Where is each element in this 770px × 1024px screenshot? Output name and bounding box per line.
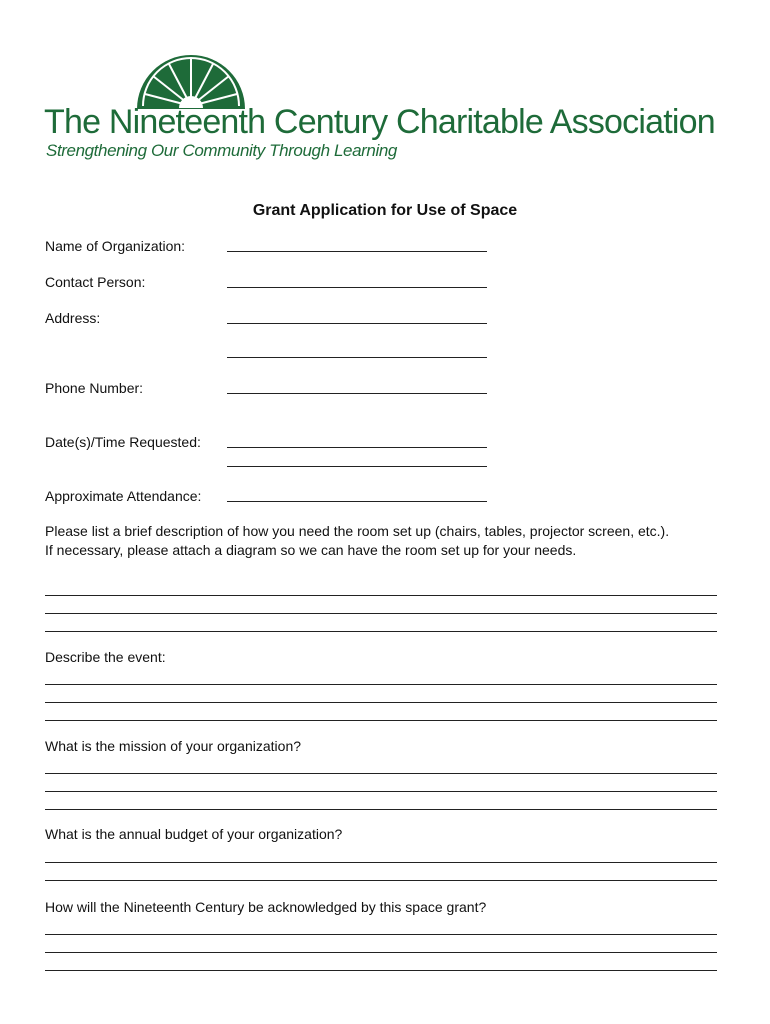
dates-label: Date(s)/Time Requested: (45, 434, 201, 450)
mission-line[interactable] (45, 791, 717, 792)
mission-line[interactable] (45, 773, 717, 774)
event-line[interactable] (45, 720, 717, 721)
acknowledgement-label: How will the Nineteenth Century be acknowledged by this space grant? (45, 899, 487, 915)
event-label: Describe the event: (45, 649, 166, 665)
phone-field[interactable] (227, 393, 487, 394)
attendance-field[interactable] (227, 501, 487, 502)
arch-logo-icon (135, 54, 247, 110)
budget-line[interactable] (45, 880, 717, 881)
acknowledgement-line[interactable] (45, 934, 717, 935)
setup-line[interactable] (45, 613, 717, 614)
attendance-label: Approximate Attendance: (45, 488, 202, 504)
mission-label: What is the mission of your organization? (45, 738, 302, 754)
dates-field-2[interactable] (227, 466, 487, 467)
address-label: Address: (45, 310, 101, 326)
setup-instructions-2: If necessary, please attach a diagram so we can have the room set up for your needs. (45, 542, 577, 558)
contact-field[interactable] (227, 287, 487, 288)
org-label: Name of Organization: (45, 238, 186, 254)
setup-line[interactable] (45, 595, 717, 596)
mission-line[interactable] (45, 809, 717, 810)
setup-line[interactable] (45, 631, 717, 632)
acknowledgement-line[interactable] (45, 952, 717, 953)
organization-name: The Nineteenth Century Charitable Association (44, 103, 715, 141)
tagline: Strengthening Our Community Through Learning (46, 141, 397, 160)
address-field-2[interactable] (227, 357, 487, 358)
contact-label: Contact Person: (45, 274, 146, 290)
org-field[interactable] (227, 251, 487, 252)
budget-line[interactable] (45, 862, 717, 863)
event-line[interactable] (45, 702, 717, 703)
page-title: Grant Application for Use of Space (252, 202, 518, 219)
phone-label: Phone Number: (45, 380, 144, 396)
dates-field-1[interactable] (227, 447, 487, 448)
event-line[interactable] (45, 684, 717, 685)
setup-instructions-1: Please list a brief description of how you need the room set up (chairs, tables, projector screen, etc.). (45, 523, 670, 539)
acknowledgement-line[interactable] (45, 970, 717, 971)
budget-label: What is the annual budget of your organization? (45, 826, 343, 842)
address-field-1[interactable] (227, 323, 487, 324)
